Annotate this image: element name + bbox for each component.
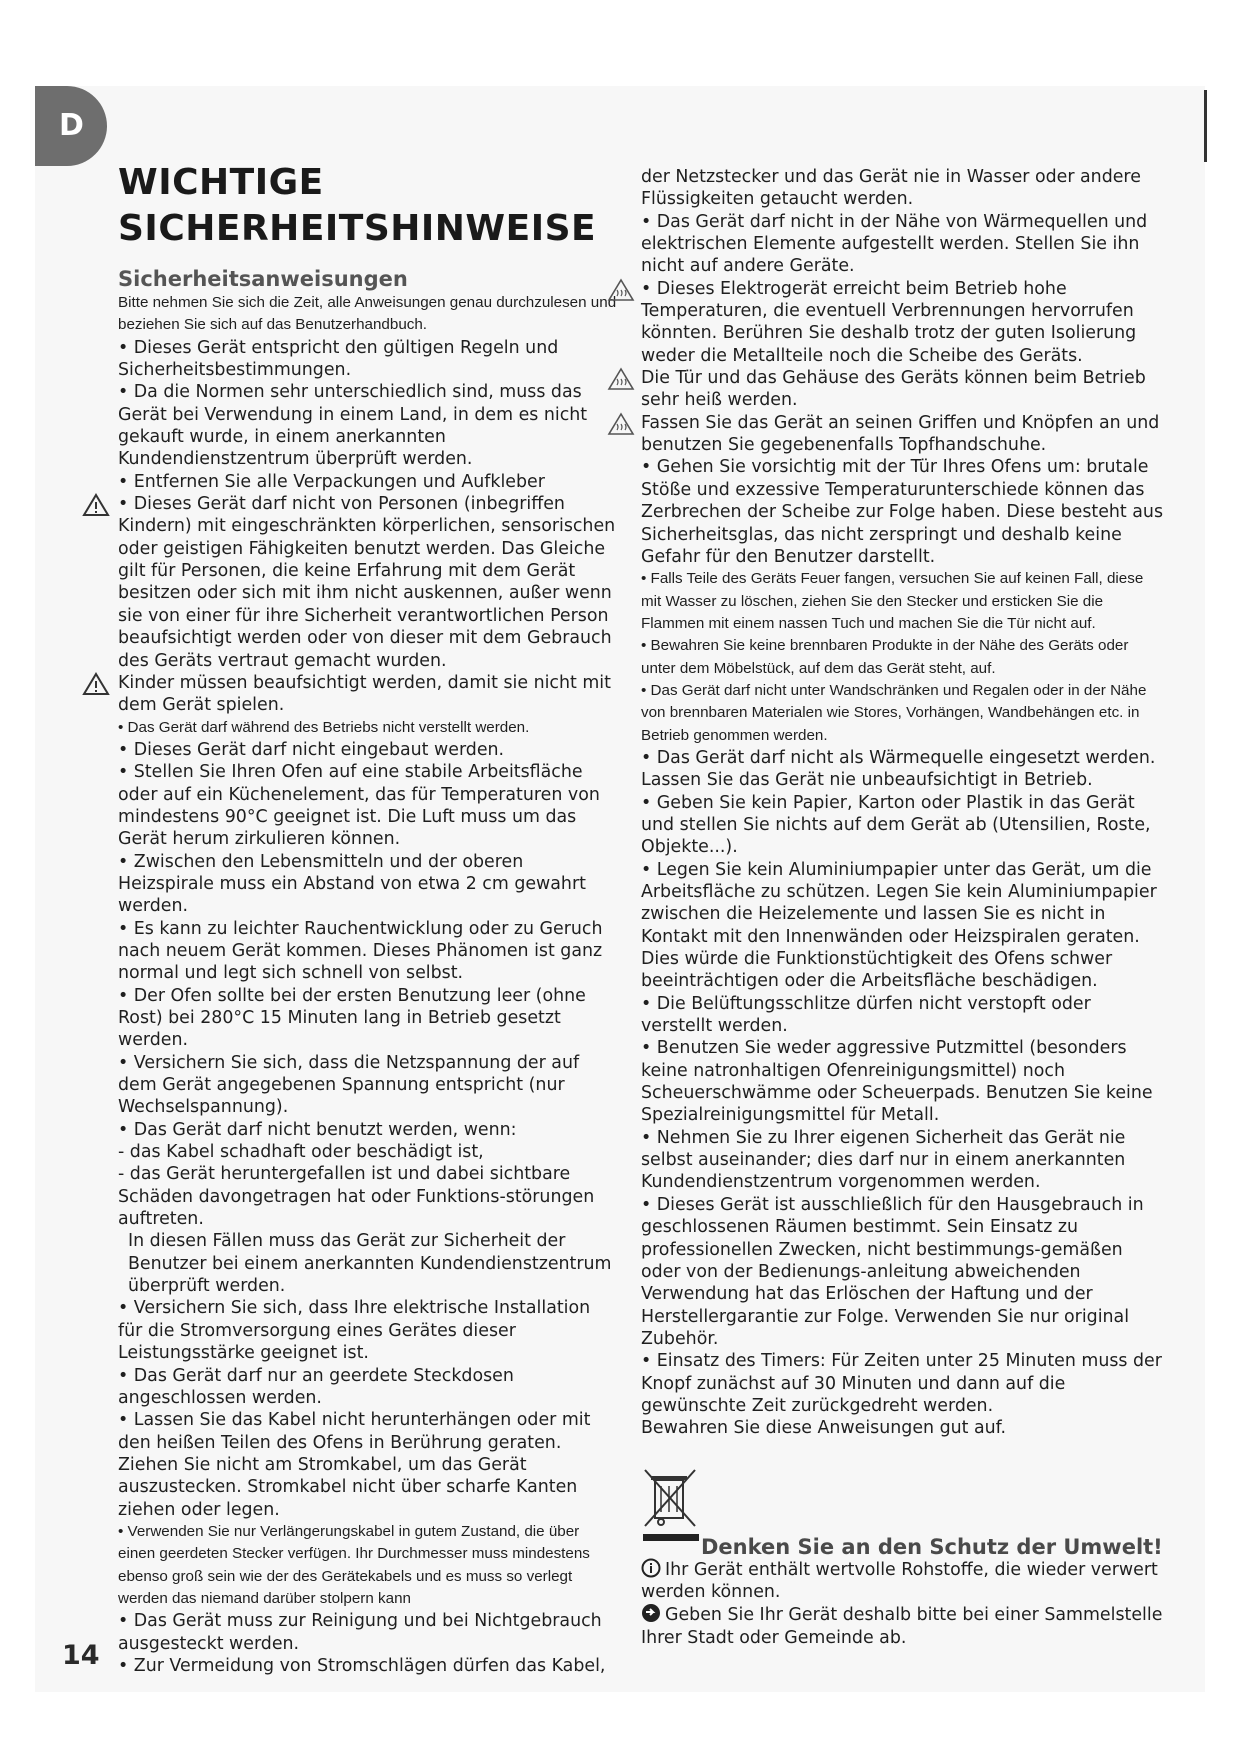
list-item: • Das Gerät darf nicht benutzt werden, wenn:: [118, 1119, 517, 1140]
list-item: • Zur Vermeidung von Stromschlägen dürfen das Kabel,: [118, 1655, 606, 1676]
list-item: • Die Belüftungsschlitze dürfen nicht verstopft oder verstellt werden.: [641, 993, 1091, 1037]
warning-item: [118, 493, 618, 672]
hot-surface-text: Fassen Sie das Gerät an seinen Griffen und Knöpfen an und benutzen Sie gegebenenfalls Topfhandschuhe.: [641, 412, 1160, 456]
list-item: • Der Ofen sollte bei der ersten Benutzung leer (ohne Rost) bei 280°C 15 Minuten lang in Betrieb gesetzt werden.: [118, 985, 586, 1051]
list-item: • Stellen Sie Ihren Ofen auf eine stabile Arbeitsfläche oder auf ein Küchenelement, das für Temperaturen von mindestens 90°C geeignet ist. Die Luft muss um das Gerät herum zirkulieren können.: [118, 762, 600, 850]
warning-text: • Dieses Gerät darf nicht von Personen (inbegriffen Kindern) mit eingeschränkten körperlichen, sensorischen oder geistigen Fähigkeiten benutzt werden. Das Gleiche gilt für Personen, die keine Erfahrung mit dem Gerät besitzen oder sich mit ihm nicht auskennen, außer wenn sie von einer für ihre Sicherheit verantwortlichen Person beaufsichtigt werden oder von dieser mit dem Gebrauch des Geräts vertraut gemacht wurden.: [118, 494, 616, 671]
list-item: • Dieses Gerät entspricht den gültigen Regeln und Sicherheitsbestimmungen.: [118, 337, 559, 381]
list-item: • Das Gerät darf nur an geerdete Steckdosen angeschlossen werden.: [118, 1365, 514, 1408]
hot-surface-text: • Dieses Elektrogerät erreicht beim Betrieb hohe Temperaturen, die eventuell Verbrennungen hervorrufen könnten. Berühren Sie deshalb trotz der guten Isolierung weder die Metallteile noch die Scheibe des Geräts.: [641, 278, 1137, 366]
title-line-2: SICHERHEITSHINWEISE: [118, 208, 597, 249]
warning-text: Kinder müssen beaufsichtigt werden, damit sie nicht mit dem Gerät spielen.: [118, 672, 611, 716]
list-item: • Benutzen Sie weder aggressive Putzmittel (besonders keine natronhaltigen Ofenreinigungsmittel) noch Scheuerschwämme oder Scheuerpads. Benutzen Sie keine Spezialreinigungsmittel für Metall.: [641, 1038, 1153, 1126]
list-item: • Einsatz des Timers: Für Zeiten unter 25 Minuten muss der Knopf zunächst auf 30 Minuten und dann auf die gewünschte Zeit zurückgedreht werden.: [641, 1351, 1162, 1416]
list-item: • Bewahren Sie keine brennbaren Produkte in der Nähe des Geräts oder unter dem Möbelstück, auf dem das Gerät steht, auf.: [641, 637, 1129, 677]
title-line-1: WICHTIGE: [118, 162, 324, 203]
list-item: • Das Gerät darf nicht als Wärmequelle eingesetzt werden. Lassen Sie das Gerät nie unbeaufsichtigt in Betrieb.: [641, 747, 1156, 791]
sub-list-item: - das Gerät heruntergefallen ist und dabei sichtbare Schäden davongetragen hat oder Funktions-störungen auftreten.: [118, 1164, 595, 1230]
hot-surface-icon: [607, 367, 635, 391]
hot-surface-text: Die Tür und das Gehäuse des Geräts können beim Betrieb sehr heiß werden.: [641, 368, 1146, 411]
warning-triangle-icon: [82, 493, 110, 517]
hot-surface-icon: [607, 278, 635, 302]
sub-list-item: - das Kabel schadhaft oder beschädigt ist,: [118, 1142, 484, 1163]
left-column: [118, 160, 618, 1677]
page-number: 14: [62, 1640, 100, 1671]
list-item: • Da die Normen sehr unterschiedlich sind, muss das Gerät bei Verwendung in einem Land, in dem es nicht gekauft wurde, in einem anerkannten Kundendienstzentrum überprüft werden.: [118, 382, 588, 470]
environment-title: Denken Sie an den Schutz der Umwelt!: [701, 1534, 1163, 1559]
page-title: [118, 160, 618, 252]
recycle-return-line: [641, 1603, 1163, 1649]
intro-paragraph: Bitte nehmen Sie sich die Zeit, alle Anweisungen genau durchzulesen und beziehen Sie sich auf das Benutzerhandbuch.: [118, 294, 617, 334]
warning-item: [118, 672, 618, 717]
list-item: • Versichern Sie sich, dass die Netzspannung der auf dem Gerät angegebenen Spannung entspricht (nur Wechselspannung).: [118, 1052, 580, 1118]
recycle-info-line: [641, 1558, 1163, 1604]
list-item: • Das Gerät darf während des Betriebs nicht verstellt werden.: [118, 718, 530, 736]
list-item: der Netzstecker und das Gerät nie in Wasser oder andere Flüssigkeiten getaucht werden.: [641, 167, 1141, 210]
recycle-info-text: Ihr Gerät enthält wertvolle Rohstoffe, die wieder verwert werden können.: [641, 1559, 1158, 1602]
environment-text: [641, 1558, 1163, 1649]
list-item: • Verwenden Sie nur Verlängerungskabel in gutem Zustand, die über einen geerdeten Stecker verfügen. Ihr Durchmesser muss mindestens ebenso groß sein wie der des Gerätekabels und es muss so verlegt werden das niemand darüber stolpern kann: [118, 1522, 590, 1607]
hot-surface-item: [641, 367, 1163, 412]
list-item: • Geben Sie kein Papier, Karton oder Plastik in das Gerät und stellen Sie nichts auf dem Gerät ab (Utensilien, Roste, Objekte...).: [641, 792, 1151, 858]
list-item: • Lassen Sie das Kabel nicht herunterhängen oder mit den heißen Teilen des Ofens in Berührung geraten. Ziehen Sie nicht am Stromkabel, um das Gerät auszustecken. Stromkabel nicht über scharfe Kanten ziehen oder legen.: [118, 1410, 591, 1520]
environment-header: [641, 1466, 1163, 1558]
info-icon: [641, 1558, 661, 1578]
list-item: • Nehmen Sie zu Ihrer eigenen Sicherheit das Gerät nie selbst auseinander; dies darf nur in einem anerkannten Kundendienstzentrum vorgenommen werden.: [641, 1127, 1126, 1193]
list-item: • Zwischen den Lebensmitteln und der oberen Heizspirale muss ein Abstand von etwa 2 cm gewahrt werden.: [118, 851, 586, 917]
list-item: • Gehen Sie vorsichtig mit der Tür Ihres Ofens um: brutale Stöße und exzessive Temperaturunterschiede können das Zerbrechen der Scheibe zur Folge haben. Diese besteht aus Sicherheitsglas, das nicht zerspringt und deshalb keine Gefahr für den Benutzer darstellt.: [641, 457, 1164, 567]
closing-note: Bewahren Sie diese Anweisungen gut auf.: [641, 1418, 1007, 1439]
return-arrow-icon: [641, 1603, 661, 1623]
section-subtitle: Sicherheitsanweisungen: [118, 267, 408, 291]
hot-surface-icon: [607, 412, 635, 436]
list-item: • Es kann zu leichter Rauchentwicklung oder zu Geruch nach neuem Gerät kommen. Dieses Phänomen ist ganz normal und legt sich schnell von selbst.: [118, 918, 603, 984]
list-item: • Dieses Gerät darf nicht eingebaut werden.: [118, 739, 505, 760]
hot-surface-item: [641, 278, 1163, 367]
right-column: [641, 166, 1163, 1649]
margin-rule: [1204, 90, 1207, 162]
list-item: • Falls Teile des Geräts Feuer fangen, versuchen Sie auf keinen Fall, diese mit Wasser zu löschen, ziehen Sie den Stecker und ersticken Sie die Flammen mit einem nassen Tuch und machen Sie die Tür nicht auf.: [641, 570, 1144, 632]
crossed-bin-icon: [641, 1466, 699, 1544]
list-item: In diesen Fällen muss das Gerät zur Sicherheit der Benutzer bei einem anerkannten Kundendienstzentrum überprüft werden.: [128, 1231, 612, 1297]
hot-surface-item: [641, 412, 1163, 457]
list-item: • Entfernen Sie alle Verpackungen und Aufkleber: [118, 471, 545, 492]
list-item: • Versichern Sie sich, dass Ihre elektrische Installation für die Stromversorgung eines Gerätes dieser Leistungsstärke geeignet ist.: [118, 1298, 591, 1364]
list-item: • Legen Sie kein Aluminiumpapier unter das Gerät, um die Arbeitsfläche zu schützen. Legen Sie kein Aluminiumpapier zwischen die Heizelemente und lassen Sie es nicht in Kontakt mit den Innenwänden oder Heizspiralen geraten. Dies würde die Funktionstüchtigkeit des Ofens schwer beeinträchtigen oder die Arbeitsfläche beschädigen.: [641, 859, 1157, 992]
list-item: • Das Gerät darf nicht unter Wandschränken und Regalen oder in der Nähe von brennbaren Materialen wie Stores, Vorhängen, Wandbehängen etc. in Betrieb genommen werden.: [641, 681, 1147, 744]
list-item: • Das Gerät darf nicht in der Nähe von Wärmequellen und elektrischen Elemente aufgestellt werden. Stellen Sie ihn nicht auf andere Geräte.: [641, 211, 1148, 277]
list-item: • Das Gerät muss zur Reinigung und bei Nichtgebrauch ausgesteckt werden.: [118, 1611, 602, 1654]
warning-triangle-icon: [82, 672, 110, 696]
recycle-return-text: Geben Sie Ihr Gerät deshalb bitte bei einer Sammelstelle Ihrer Stadt oder Gemeinde ab.: [641, 1605, 1163, 1648]
language-tab: D: [35, 86, 107, 166]
list-item: • Dieses Gerät ist ausschließlich für den Hausgebrauch in geschlossenen Räumen bestimmt. Sein Einsatz zu professionellen Zwecken, nicht bestimmungs-gemäßen oder von der Bedienungs-anleitung abweichenden Verwendung hat das Erlöschen der Haftung und der Herstellergarantie zur Folge. Verwenden Sie nur original Zubehör.: [641, 1194, 1144, 1349]
